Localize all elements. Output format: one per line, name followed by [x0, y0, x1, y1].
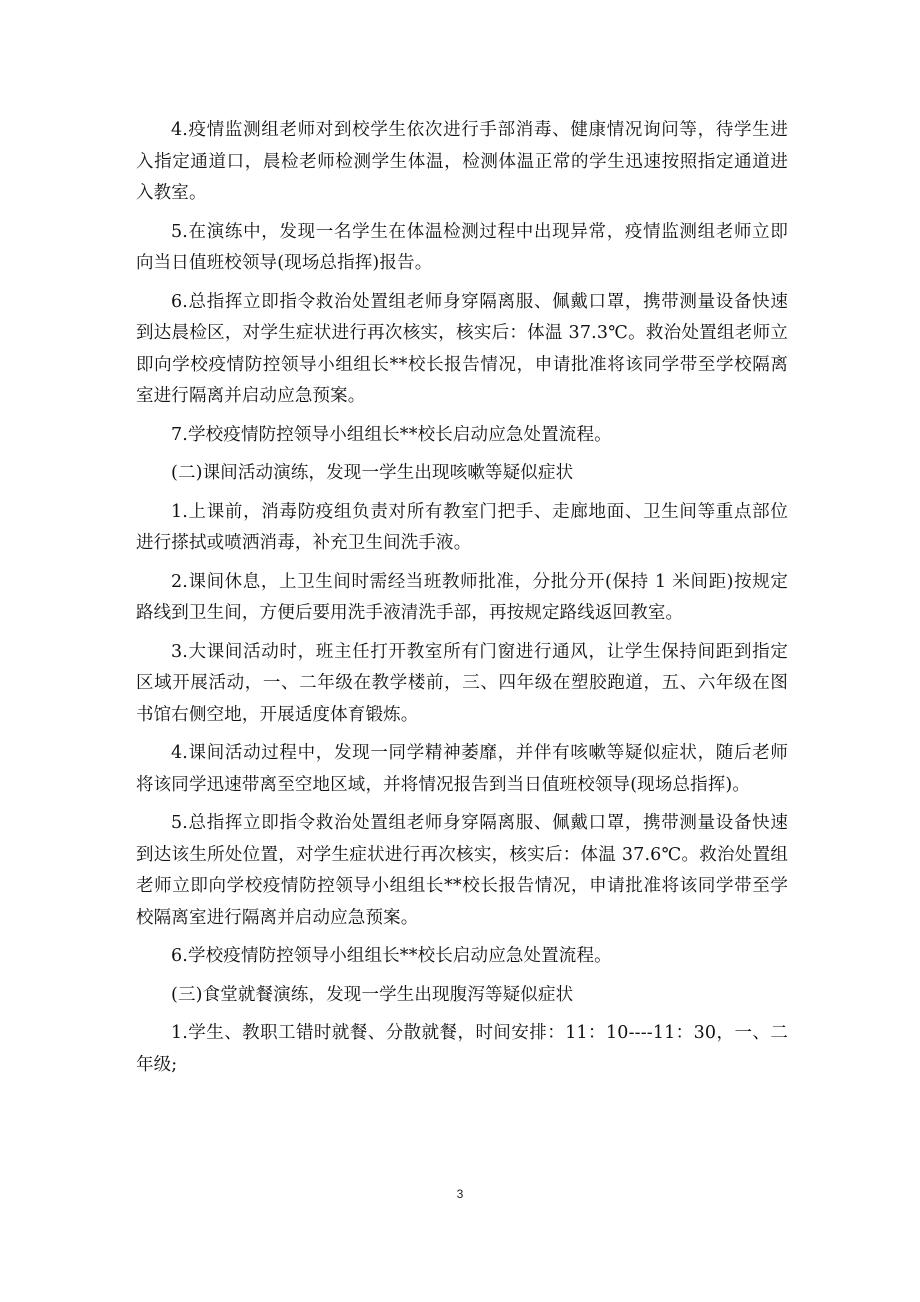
paragraph-emergency-process-2: 6.学校疫情防控领导小组组长**校长启动应急处置流程。 — [171, 946, 612, 966]
document-body — [136, 115, 788, 1081]
page-number: 3 — [456, 1187, 464, 1201]
paragraph-morning-check-verification: 6.总指挥立即指令救治处置组老师身穿隔离服、佩戴口罩，携带测量设备快速到达晨检区，对学生症状进行再次核实，核实后：体温 37.3℃。救治处置组老师立即向学校疫情防控领导小组组长**校长报告情况，申请批准将该同学带至学校隔离室进行隔离并启动应急预案。 — [136, 291, 788, 406]
paragraph-temperature-abnormal: 5.在演练中，发现一名学生在体温检测过程中出现异常，疫情监测组老师立即向当日值班校领导(现场总指挥)报告。 — [136, 221, 788, 273]
section-heading-canteen-drill: (三)食堂就餐演练，发现一学生出现腹泻等疑似症状 — [171, 984, 574, 1005]
paragraph-emergency-process-1: 7.学校疫情防控领导小组组长**校长启动应急处置流程。 — [171, 424, 612, 445]
paragraph-recess-activity: 3.大课间活动时，班主任打开教室所有门窗进行通风，让学生保持间距到指定区域开展活动，一、二年级在教学楼前，三、四年级在塑胶跑道，五、六年级在图书馆右侧空地，开展适度体育锻炼。 — [136, 641, 788, 725]
paragraph-monitoring-disinfection: 4.疫情监测组老师对到校学生依次进行手部消毒、健康情况询问等，待学生进入指定通道口，晨检老师检测学生体温，检测体温正常的学生迅速按照指定通道进入教室。 — [136, 120, 788, 203]
paragraph-staggered-dining: 1.学生、教职工错时就餐、分散就餐，时间安排：11：10----11：30，一、二年级; — [136, 1023, 788, 1075]
section-heading-recess-drill: (二)课间活动演练，发现一学生出现咳嗽等疑似症状 — [171, 463, 574, 483]
paragraph-recess-verification: 5.总指挥立即指令救治处置组老师身穿隔离服、佩戴口罩，携带测量设备快速到达该生所处位置，对学生症状进行再次核实，核实后：体温 37.6℃。救治处置组老师立即向学校疫情防控领导小组组长**校长报告情况，申请批准将该同学带至学校隔离室进行隔离并启动应急预案。 — [136, 813, 788, 928]
paragraph-cough-symptom: 4.课间活动过程中，发现一同学精神萎靡，并伴有咳嗽等疑似症状，随后老师将该同学迅速带离至空地区域，并将情况报告到当日值班校领导(现场总指挥)。 — [136, 743, 788, 795]
paragraph-classroom-disinfection: 1.上课前，消毒防疫组负责对所有教室门把手、走廊地面、卫生间等重点部位进行搽拭或喷洒消毒，补充卫生间洗手液。 — [136, 501, 788, 553]
paragraph-restroom-rules: 2.课间休息，上卫生间时需经当班教师批准，分批分开(保持 1 米间距)按规定路线到卫生间，方便后要用洗手液清洗手部，再按规定路线返回教室。 — [136, 571, 788, 623]
